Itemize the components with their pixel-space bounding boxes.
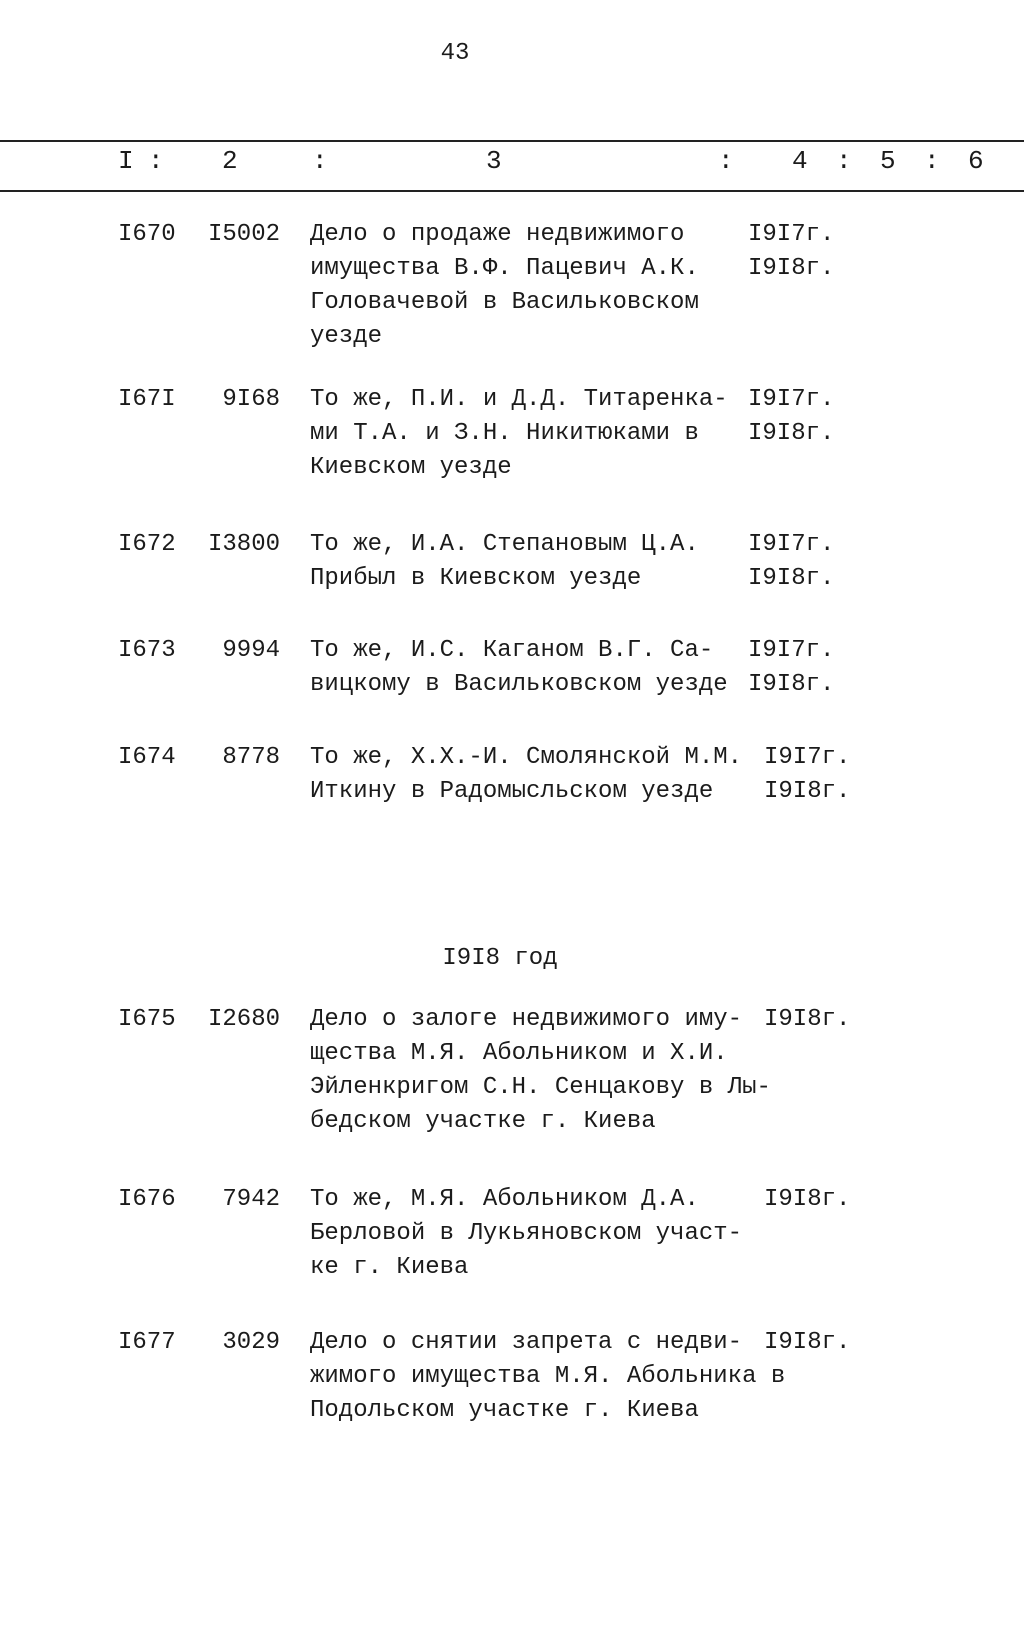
entry-number: I674 [118, 744, 176, 771]
description-line: ке г. Киева [310, 1254, 469, 1281]
entry-description [310, 741, 750, 809]
entry-description [310, 218, 750, 354]
entry-description [310, 1183, 750, 1285]
page-number: 43 [440, 40, 470, 67]
section-heading: I9I8 год [442, 945, 558, 972]
description-line: ми Т.А. и З.Н. Никитюками в [310, 420, 699, 447]
date-end: I9I8г. [748, 565, 835, 592]
column-header-6: 6 [968, 146, 984, 176]
description-line: То же, И.А. Степановым Ц.А. [310, 531, 699, 558]
column-header-2: 2 [222, 146, 238, 176]
entry-code: 7942 [222, 1186, 280, 1213]
date-end: I9I8г. [748, 420, 835, 447]
entry-number: I672 [118, 531, 176, 558]
entry-number: I670 [118, 221, 176, 248]
entry-code: I3800 [207, 531, 280, 558]
description-line: Иткину в Радомысльском уезде [310, 778, 714, 805]
column-separator: : [312, 146, 328, 176]
date-end: I9I8г. [764, 778, 851, 805]
entry-code: 3029 [222, 1329, 280, 1356]
entry-description [310, 1003, 771, 1139]
description-line: имущества В.Ф. Пацевич А.К. [310, 255, 699, 282]
entry-code: I2680 [207, 1006, 280, 1033]
date-start: I9I8г. [764, 1329, 851, 1356]
description-line: Эйленкригом С.Н. Сенцакову в Лы- [310, 1074, 771, 1101]
date-start: I9I7г. [748, 637, 835, 664]
date-start: I9I8г. [764, 1186, 851, 1213]
entry-dates [764, 1183, 850, 1217]
entry-number: I67I [118, 386, 176, 413]
entry-dates [764, 1003, 850, 1037]
description-line: Дело о снятии запрета с недви- [310, 1329, 743, 1356]
entry-code: I5002 [207, 221, 280, 248]
entry-description [310, 1326, 786, 1428]
entry-description [310, 528, 750, 596]
entry-dates [748, 634, 834, 702]
date-start: I9I7г. [748, 221, 835, 248]
entry-number: I676 [118, 1186, 176, 1213]
column-header-3: 3 [486, 146, 502, 176]
entry-description [310, 634, 750, 702]
entry-dates [764, 741, 850, 809]
description-line: Подольском участке г. Киева [310, 1397, 699, 1424]
description-line: То же, М.Я. Абольником Д.А. [310, 1186, 699, 1213]
date-end: I9I8г. [748, 671, 835, 698]
column-separator: : [148, 146, 164, 176]
description-line: Прибыл в Киевском уезде [310, 565, 642, 592]
description-line: щества М.Я. Абольником и Х.И. [310, 1040, 728, 1067]
description-line: Берловой в Лукьяновском участ- [310, 1220, 743, 1247]
column-separator: : [836, 146, 852, 176]
date-start: I9I8г. [764, 1006, 851, 1033]
description-line: То же, И.С. Каганом В.Г. Са- [310, 637, 714, 664]
entry-dates [764, 1326, 850, 1360]
description-line: Головачевой в Васильковском [310, 289, 699, 316]
entry-code: 9994 [222, 637, 280, 664]
column-separator: : [718, 146, 734, 176]
header-bottom-rule [0, 190, 1024, 192]
date-start: I9I7г. [748, 531, 835, 558]
entry-code: 8778 [222, 744, 280, 771]
description-line: То же, Х.Х.-И. Смолянской М.М. [310, 744, 743, 771]
description-line: То же, П.И. и Д.Д. Титаренка- [310, 386, 728, 413]
entry-code: 9I68 [222, 386, 280, 413]
column-header-4: 4 [792, 146, 808, 176]
entry-dates [748, 383, 834, 451]
column-separator: : [924, 146, 940, 176]
entry-dates [748, 218, 834, 286]
description-line: вицкому в Васильковском уезде [310, 671, 728, 698]
column-header-1: I [118, 146, 134, 176]
column-header-5: 5 [880, 146, 896, 176]
date-start: I9I7г. [764, 744, 851, 771]
entry-description [310, 383, 750, 485]
entry-number: I675 [118, 1006, 176, 1033]
description-line: Киевском уезде [310, 454, 512, 481]
entry-number: I677 [118, 1329, 176, 1356]
header-top-rule [0, 140, 1024, 142]
description-line: уезде [310, 323, 383, 350]
description-line: жимого имущества М.Я. Абольника в [310, 1363, 786, 1390]
date-start: I9I7г. [748, 386, 835, 413]
date-end: I9I8г. [748, 255, 835, 282]
description-line: Дело о залоге недвижимого иму- [310, 1006, 743, 1033]
entry-number: I673 [118, 637, 176, 664]
entry-dates [748, 528, 834, 596]
description-line: бедском участке г. Киева [310, 1108, 656, 1135]
description-line: Дело о продаже недвижимого [310, 221, 685, 248]
